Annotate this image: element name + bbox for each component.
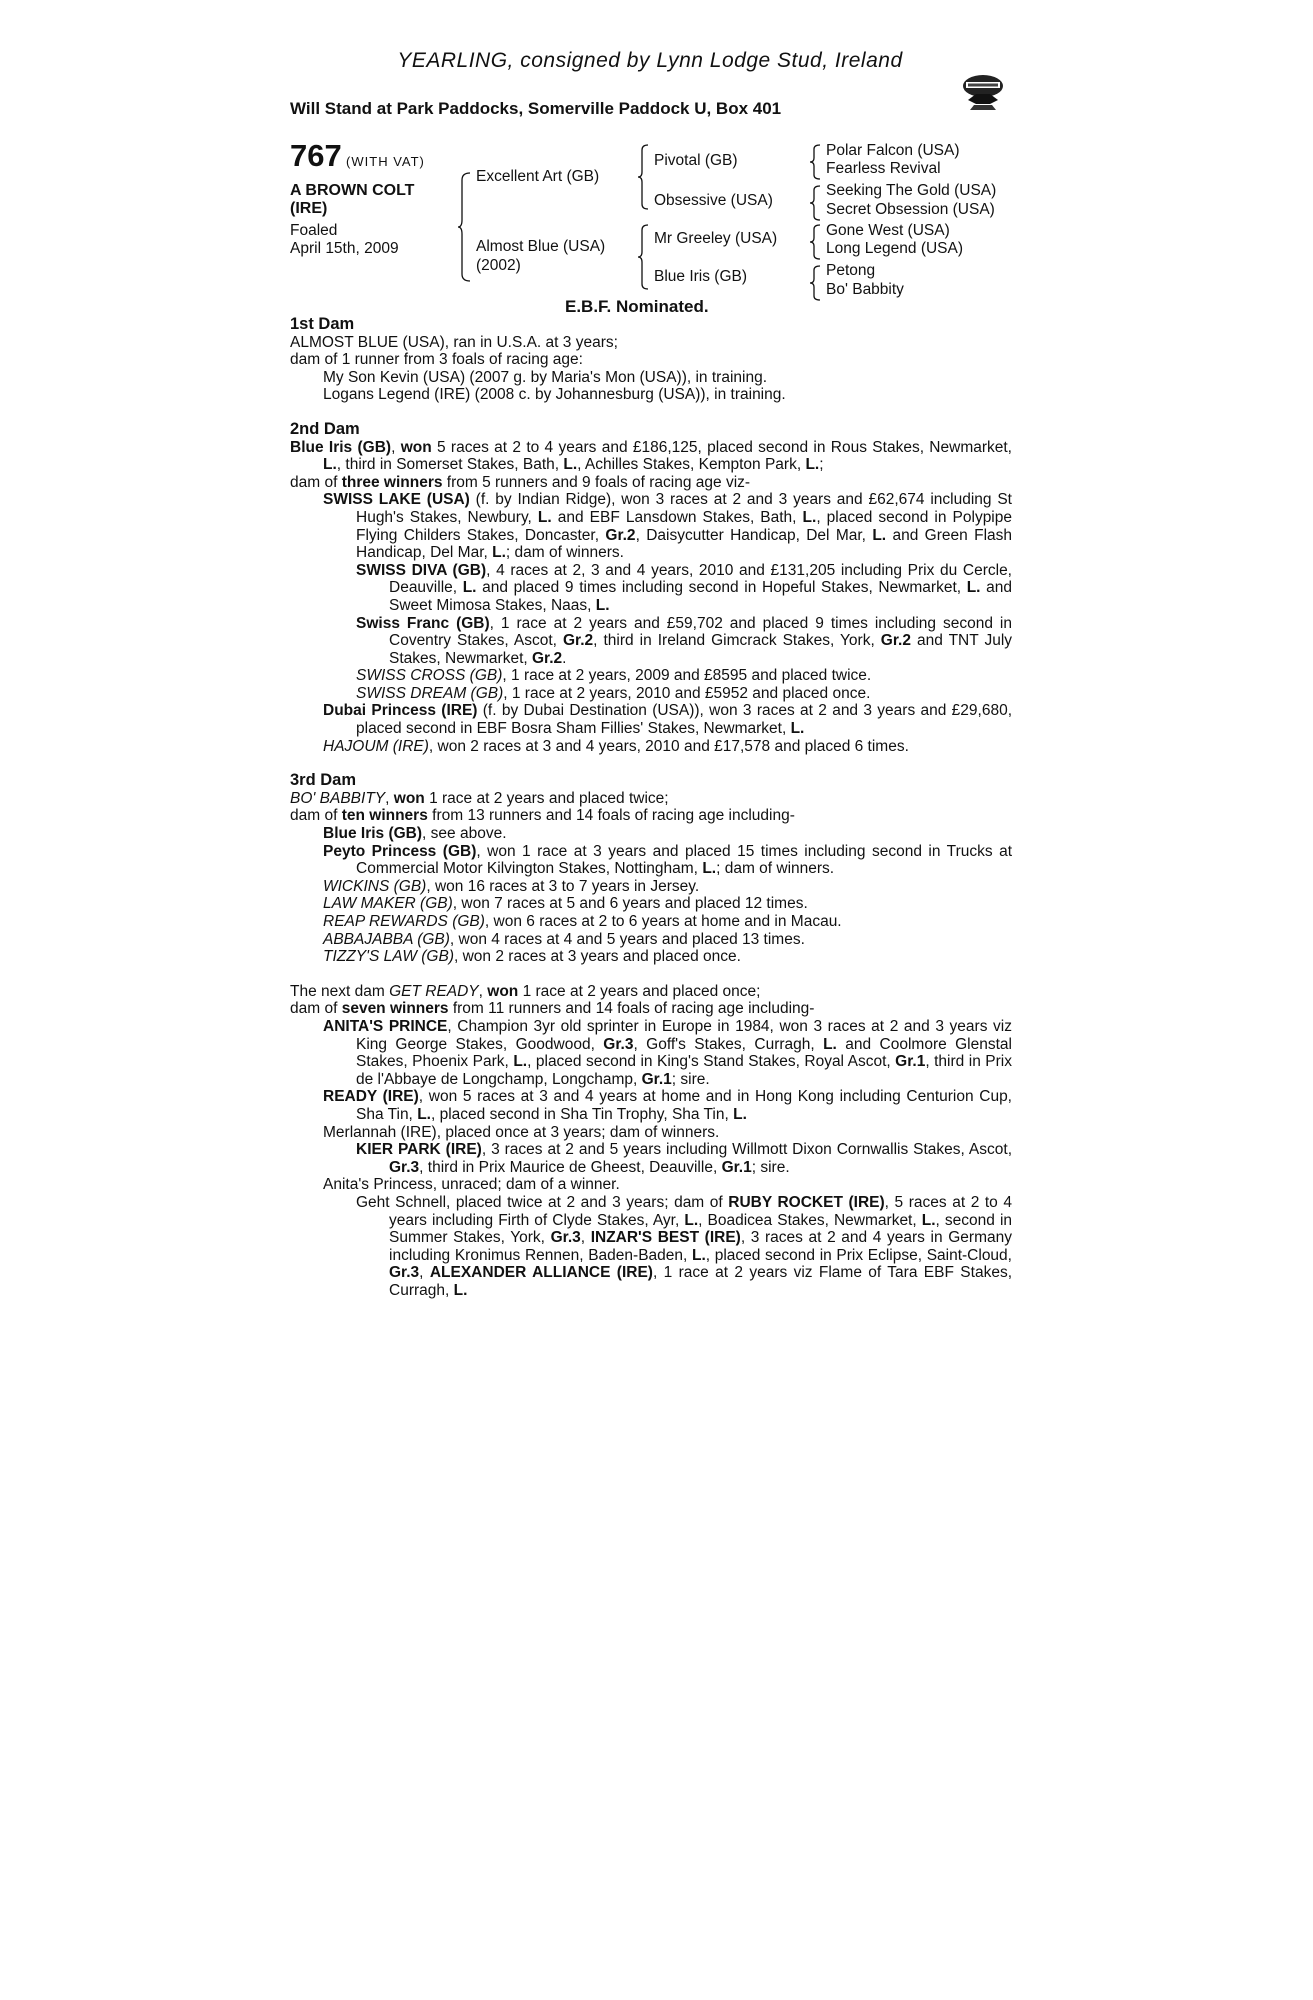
first-dam-heading: 1st Dam (290, 315, 355, 333)
pedigree-sire-dam: Obsessive (USA) (654, 192, 773, 209)
auction-house-logo-icon (960, 72, 1006, 112)
next-dam-get-ready: The next dam GET READY, won 1 race at 2 years and placed once; (290, 982, 761, 1000)
pedigree-g8: Bo' Babbity (826, 281, 904, 298)
pedigree-brace-g1 (810, 144, 822, 180)
third-dam-law-maker: LAW MAKER (GB), won 7 races at 5 and 6 years and placed 12 times. (323, 895, 808, 913)
second-dam-swiss-franc: Swiss Franc (GB), 1 race at 2 years and £59,702 and placed 9 times including second in Coventry Stakes, Ascot, Gr.2, third in Ireland Gimcrack Stakes, York, Gr.2 and TNT July Stakes, Newmarket, Gr.2. (356, 614, 1013, 667)
third-dam-bo-babbity: BO' BABBITY, won 1 race at 2 years and placed twice; (290, 789, 669, 807)
second-dam-produce-summary: dam of three winners from 5 runners and 9 foals of racing age viz- (290, 473, 751, 491)
next-dam-geht-schnell: Geht Schnell, placed twice at 2 and 3 years; dam of RUBY ROCKET (IRE), 5 races at 2 to 4 years including Firth of Clyde Stakes, Ayr, L., Boadicea Stakes, Newmarket, L., second in Summer Stakes, York, Gr.3, INZAR'S BEST (IRE), 3 races at 2 and 4 years in Germany including Kronimus Rennen, Baden-Baden, L., placed second in Prix Eclipse, Saint-Cloud, Gr.3, ALEXANDER ALLIANCE (IRE), 1 race at 2 years viz Flame of Tara EBF Stakes, Curragh, L. (356, 1193, 1013, 1299)
lot-description-line1: A BROWN COLT (290, 182, 415, 199)
first-dam-line2: dam of 1 runner from 3 foals of racing age: (290, 351, 583, 369)
foaled-label: Foaled (290, 222, 338, 239)
stand-location: Will Stand at Park Paddocks, Somerville Paddock U, Box 401 (290, 99, 782, 118)
vat-note: (WITH VAT) (346, 154, 425, 169)
next-dam-merlannah: Merlannah (IRE), placed once at 3 years; dam of winners. (323, 1123, 720, 1141)
foaled-date: April 15th, 2009 (290, 240, 399, 257)
pedigree-brace-g3 (810, 224, 822, 260)
lot-description (290, 182, 450, 218)
second-dam-swiss-diva: SWISS DIVA (GB), 4 races at 2, 3 and 4 years, 2010 and £131,205 including Prix du Cercle, Deauville, L. and placed 9 times including second in Hopeful Stakes, Newmarket, L. and Sweet Mimosa Stakes, Naas, L. (356, 561, 1012, 614)
dam-records (290, 316, 1012, 1299)
pedigree-dam-sire: Mr Greeley (USA) (654, 230, 778, 247)
third-dam-tizzys-law: TIZZY'S LAW (GB), won 2 races at 3 years and placed once. (323, 948, 741, 966)
pedigree-sire-sire: Pivotal (GB) (654, 152, 738, 169)
pedigree-dam-year: (2002) (476, 257, 521, 274)
pedigree-g5: Gone West (USA) (826, 222, 950, 239)
third-dam-abbajabba: ABBAJABBA (GB), won 4 races at 4 and 5 years and placed 13 times. (323, 930, 805, 948)
second-dam-swiss-cross: SWISS CROSS (GB), 1 race at 2 years, 2009 and £8595 and placed twice. (356, 667, 872, 685)
first-dam-line1: ALMOST BLUE (USA), ran in U.S.A. at 3 years; (290, 333, 618, 351)
next-dam-anitas-prince: ANITA'S PRINCE, Champion 3yr old sprinter in Europe in 1984, won 3 races at 2 and 3 years viz King George Stakes, Goodwood, Gr.3, Goff's Stakes, Curragh, L. and Coolmore Glenstal Stakes, Phoenix Park, L., placed second in King's Stand Stakes, Royal Ascot, Gr.1, third in Prix de l'Abbaye de Longchamp, Longchamp, Gr.1; sire. (323, 1017, 1012, 1088)
pedigree-g2: Fearless Revival (826, 160, 941, 177)
lot-number-value: 767 (290, 138, 342, 173)
pedigree-brace-dam (638, 224, 650, 290)
third-dam-produce-summary: dam of ten winners from 13 runners and 14 foals of racing age including- (290, 807, 795, 825)
third-dam-wickins: WICKINS (GB), won 16 races at 3 to 7 years in Jersey. (323, 877, 700, 895)
pedigree-dam-dam: Blue Iris (GB) (654, 268, 748, 285)
second-dam-dubai-princess: Dubai Princess (IRE) (f. by Dubai Destination (USA)), won 3 races at 2 and 3 years and £29,680, placed second in EBF Bosra Sham Fillies' Stakes, Newmarket, L. (323, 702, 1012, 738)
pedigree-g7: Petong (826, 262, 876, 279)
pedigree-g6: Long Legend (USA) (826, 240, 964, 257)
next-dam-ready: READY (IRE), won 5 races at 3 and 4 years at home and in Hong Kong including Centurion Cup, Sha Tin, L., placed second in Sha Tin Trophy, Sha Tin, L. (323, 1088, 1012, 1123)
ebf-nominated: E.B.F. Nominated. (565, 297, 709, 316)
pedigree-brace-g2 (810, 185, 822, 221)
second-dam-swiss-dream: SWISS DREAM (GB), 1 race at 2 years, 2010 and £5952 and placed once. (356, 684, 871, 702)
next-dam-produce-summary: dam of seven winners from 11 runners and 14 foals of racing age including- (290, 1000, 815, 1018)
third-dam-peyto-princess: Peyto Princess (GB), won 1 race at 3 years and placed 15 times including second in Trucks at Commercial Motor Kilvington Stakes, Nottingham, L.; dam of winners. (323, 842, 1012, 878)
second-dam-swiss-lake: SWISS LAKE (USA) (f. by Indian Ridge), won 3 races at 2 and 3 years and £62,674 including St Hugh's Stakes, Newbury, L. and EBF Lansdown Stakes, Bath, L., placed second in Polypipe Flying Childers Stakes, Doncaster, Gr.2, Daisycutter Handicap, Del Mar, L. and Green Flash Handicap, Del Mar, L.; dam of winners. (323, 491, 1013, 562)
pedigree-brace-main (458, 172, 472, 282)
third-dam-blue-iris: Blue Iris (GB), see above. (323, 825, 507, 843)
lot-description-line2: (IRE) (290, 200, 328, 217)
consignment-title: YEARLING, consigned by Lynn Lodge Stud, Ireland (397, 49, 903, 72)
third-dam-reap-rewards: REAP REWARDS (GB), won 6 races at 2 to 6 years at home and in Macau. (323, 913, 842, 930)
foaled-info (290, 222, 399, 258)
third-dam-heading: 3rd Dam (290, 771, 357, 790)
first-dam-line3: My Son Kevin (USA) (2007 g. by Maria's Mon (USA)), in training. (323, 368, 768, 386)
pedigree-dam: Almost Blue (USA) (476, 238, 606, 255)
pedigree-brace-g4 (810, 265, 822, 301)
pedigree-g3: Seeking The Gold (USA) (826, 182, 997, 199)
second-dam-heading: 2nd Dam (290, 419, 360, 438)
pedigree-g4: Secret Obsession (USA) (826, 201, 995, 218)
lot-number (290, 138, 425, 173)
pedigree-brace-sire (638, 144, 650, 210)
second-dam-blue-iris: Blue Iris (GB), won 5 races at 2 to 4 years and £186,125, placed second in Rous Stakes, Newmarket, L., third in Somerset Stakes, Bath, L., Achilles Stakes, Kempton Park, L.; (290, 438, 1012, 474)
pedigree-g1: Polar Falcon (USA) (826, 142, 960, 159)
first-dam-line4: Logans Legend (IRE) (2008 c. by Johannesburg (USA)), in training. (323, 386, 786, 404)
next-dam-anitas-princess: Anita's Princess, unraced; dam of a winner. (323, 1176, 620, 1194)
second-dam-hajoum: HAJOUM (IRE), won 2 races at 3 and 4 years, 2010 and £17,578 and placed 6 times. (323, 737, 909, 755)
next-dam-kier-park: KIER PARK (IRE), 3 races at 2 and 5 years including Willmott Dixon Cornwallis Stakes, Ascot, Gr.3, third in Prix Maurice de Gheest, Deauville, Gr.1; sire. (356, 1141, 1012, 1176)
pedigree-sire: Excellent Art (GB) (476, 168, 600, 185)
